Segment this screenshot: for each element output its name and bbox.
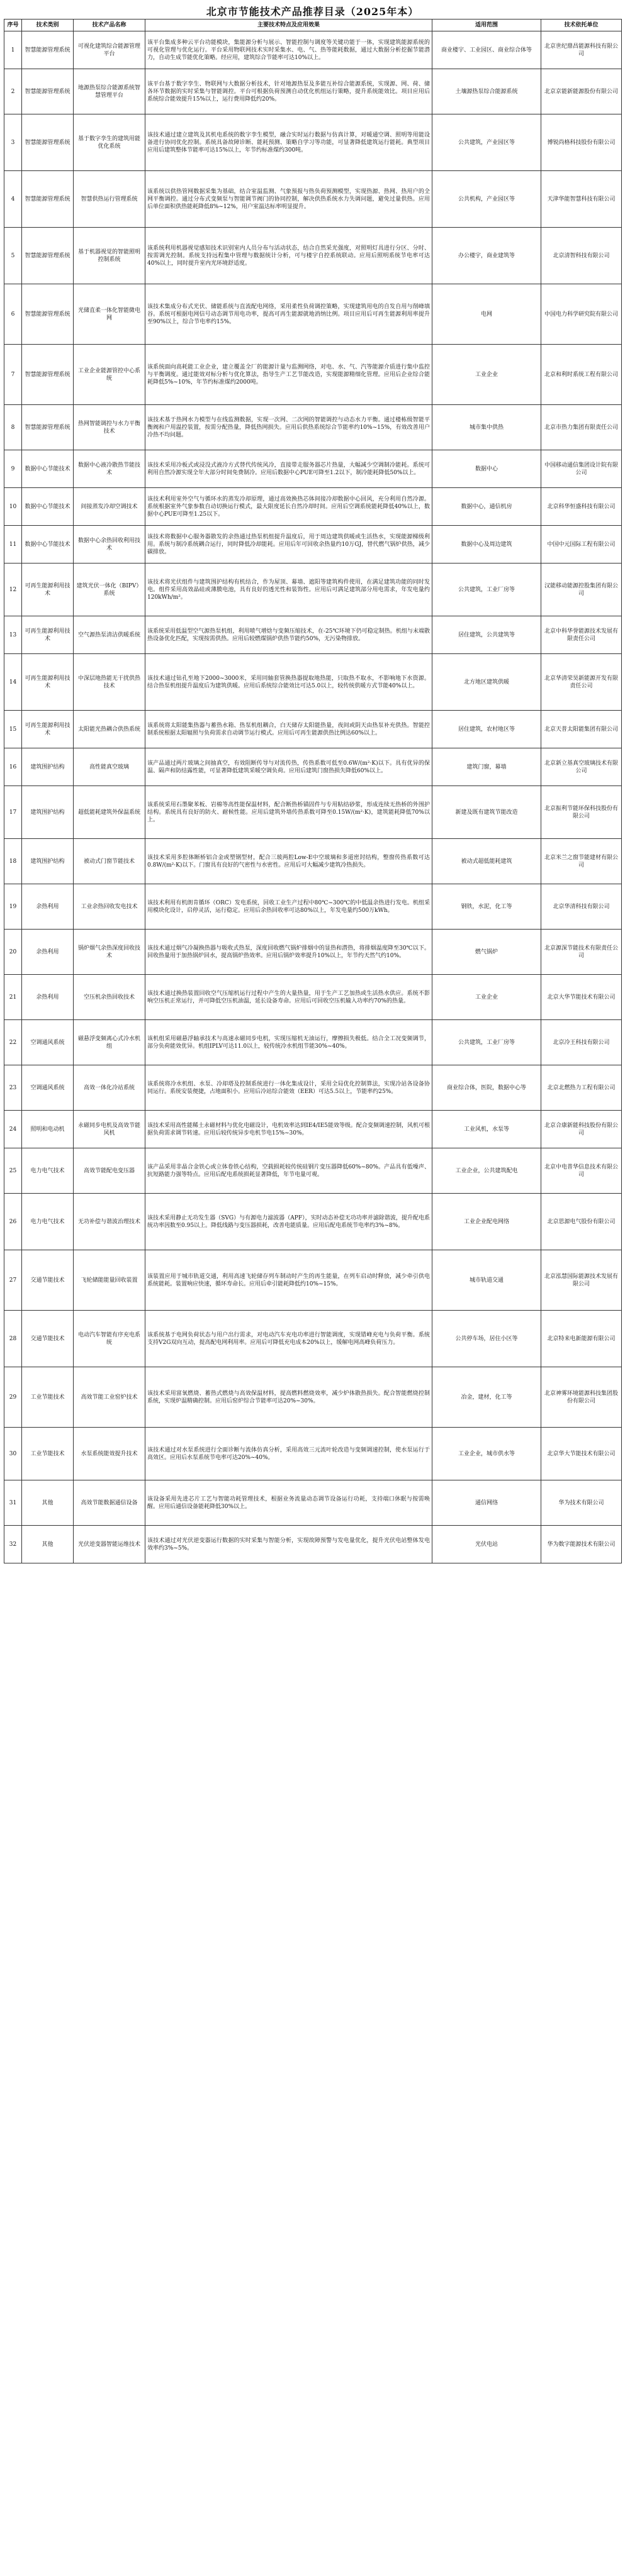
table-header-row [4,19,622,31]
row-organization: 北京京能新能源股份有限公司 [541,69,622,114]
row-description: 该技术将数据中心服务器散发的余热通过热泵机组提升温度后，用于周边建筑供暖或生活热水，实现能源梯级利用。系统与制冷系统耦合运行，同时降低冷却能耗。应用后年可回收余热量约10万GJ，替代燃气锅炉供热，减少碳排放。 [145,526,432,564]
row-description: 该技术通过换热装置回收空气压缩机运行过程中产生的大量热量，用于生产工艺加热或生活热水供应。系统不影响空压机正常运行，并可降低空压机油温，延长设备寿命。应用后可回收空压机输入功率约70%的热量。 [145,975,432,1020]
row-category: 照明和电动机 [22,1111,74,1148]
row-scope: 商业综合体，医院，数据中心等 [432,1065,541,1111]
row-description: 该技术采用高性能稀土永磁材料与优化电磁设计，电机效率达到IE4/IE5能效等级。配合变频调速控制，风机可根据负荷需求调节转速。应用后较传统异步电机节电15%~30%。 [145,1111,432,1148]
row-name: 地源热泵综合能源系统智慧管理平台 [74,69,145,114]
row-scope: 工业企业 [432,345,541,405]
row-category: 智慧能源管理系统 [22,171,74,228]
row-scope: 被动式超低能耗建筑 [432,839,541,884]
row-description: 该产品采用非晶合金铁心或立体卷铁心结构，空载损耗较传统硅钢片变压器降低60%~80%。产品具有低噪声、抗短路能力强等特点。应用后配电系统损耗显著降低，年节电量可观。 [145,1148,432,1194]
row-description: 该产品通过两片玻璃之间抽真空，有效阻断传导与对流传热，传热系数可低至0.6W/(m²·K)以下。具有优异的保温、隔声和防结露性能，可显著降低建筑采暖空调负荷。应用后建筑门窗热损失降低60%以上。 [145,748,432,786]
row-scope: 土壤源热泵综合能源系统 [432,69,541,114]
row-description: 该技术通过钻孔至地下2000~3000米，采用同轴套管换热器提取地热能，只取热不取水，不影响地下水资源。结合热泵机组提升温度后为建筑供暖。应用后系统综合能效比可达5.0以上，较传统供暖方式节能40%以上。 [145,654,432,711]
row-description: 该平台集成多种云平台功能模块，集能源分析与展示、智能控制与调度等关键功能于一体，实现建筑能源系统的可视化管理与优化运行。平台采用物联网技术实时采集水、电、气、热等能耗数据，通过大数据分析挖掘节能潜力，自动生成节能优化策略。经应用，建筑综合节能率可达10%以上。 [145,31,432,69]
row-category: 工业节能技术 [22,1367,74,1428]
row-number: 8 [4,405,22,450]
row-number: 31 [4,1480,22,1526]
row-category: 智慧能源管理系统 [22,31,74,69]
row-description: 该技术基于热网水力模型与在线监测数据，实现一次网、二次网的智能调控与动态水力平衡。通过楼栋级智能平衡阀和户用温控装置，按需分配热量，降低热网损失。应用后供热系统综合节能率约10%~15%，有效改善用户冷热不均问题。 [145,405,432,450]
row-organization: 中国移动通信集团设计院有限公司 [541,450,622,488]
row-scope: 工业企业 [432,975,541,1020]
row-organization: 北京华大节能技术有限公司 [541,1428,622,1480]
row-name: 高效节能数据通信设备 [74,1480,145,1526]
table-row [4,69,622,114]
row-category: 智慧能源管理系统 [22,228,74,284]
row-number: 22 [4,1020,22,1065]
row-number: 3 [4,114,22,171]
row-number: 27 [4,1250,22,1311]
row-number: 30 [4,1428,22,1480]
row-number: 19 [4,884,22,930]
row-description: 该系统将太阳能集热器与蓄热水箱、热泵机组耦合，白天储存太阳能热量，夜间或阴天由热泵补充供热。智能控制系统根据太阳辐照与负荷需求自动调节运行模式。应用后可再生能源供热比例达60%以上。 [145,711,432,748]
table-row [4,171,622,228]
row-number: 4 [4,171,22,228]
row-number: 25 [4,1148,22,1194]
row-scope: 数据中心 [432,450,541,488]
row-name: 建筑光伏一体化（BIPV）系统 [74,564,145,616]
row-description: 该系统采用石墨聚苯板、岩棉等高性能保温材料，配合断热桥锚固件与专用粘结砂浆，形成连续无热桥的外围护结构。系统具有良好的防火、耐候性能。应用后建筑外墙传热系数可降至0.15W/(m²·K)，建筑能耗降低70%以上。 [145,786,432,839]
row-number: 7 [4,345,22,405]
row-description: 该平台基于数字孪生、物联网与大数据分析技术，针对地源热泵及多能互补综合能源系统，实现源、网、荷、储各环节数据的实时采集与智能调控。平台可根据负荷预测自动优化机组运行策略，提升系统能效比。项目应用后系统综合能效提升15%以上，运行费用降低约20%。 [145,69,432,114]
row-name: 可视化建筑综合能源管理平台 [74,31,145,69]
row-name: 数据中心余热回收利用技术 [74,526,145,564]
row-name: 太阳能光热耦合供热系统 [74,711,145,748]
row-number: 11 [4,526,22,564]
row-organization: 北京合康新能科技股份有限公司 [541,1111,622,1148]
table-body [4,31,622,1563]
row-organization: 北京华清荣昊新能源开发有限责任公司 [541,654,622,711]
row-organization: 北京思源电气股份有限公司 [541,1194,622,1250]
row-name: 高性能真空玻璃 [74,748,145,786]
row-scope: 建筑门窗，幕墙 [432,748,541,786]
row-scope: 工业企业配电网络 [432,1194,541,1250]
row-scope: 数据中心，通信机房 [432,488,541,526]
row-scope: 城市轨道交通 [432,1250,541,1311]
table-row [4,450,622,488]
row-description: 该技术采用富氧燃烧、蓄热式燃烧与高效保温材料，提高燃料燃烧效率，减少炉体散热损失。配合智能燃烧控制系统，实现炉温精确控制。应用后窑炉综合节能率可达20%~30%。 [145,1367,432,1428]
row-category: 可再生能源利用技术 [22,654,74,711]
table-row [4,488,622,526]
table-row [4,1194,622,1250]
row-scope: 数据中心及周边建筑 [432,526,541,564]
row-name: 智慧供热运行管理系统 [74,171,145,228]
row-organization: 北京市热力集团有限责任公司 [541,405,622,450]
table-row [4,1020,622,1065]
row-name: 水泵系统能效提升技术 [74,1428,145,1480]
row-category: 数据中心节能技术 [22,450,74,488]
row-organization: 华为技术有限公司 [541,1480,622,1526]
row-name: 数据中心液冷散热节能技术 [74,450,145,488]
row-organization: 华为数字能源技术有限公司 [541,1526,622,1563]
row-name: 高效一体化冷站系统 [74,1065,145,1111]
header-desc: 主要技术特点及应用效果 [145,19,432,31]
row-organization: 中国中元国际工程有限公司 [541,526,622,564]
row-organization: 北京冷王科技有限公司 [541,1020,622,1065]
table-row [4,1111,622,1148]
row-scope: 电网 [432,284,541,345]
row-description: 该技术集成分布式光伏、储能系统与直流配电网络，采用柔性负荷调控策略，实现建筑用电的自发自用与削峰填谷。系统可根据电网信号动态调节用电功率，提高可再生能源就地消纳比例。项目应用后可再生能源利用率提升至90%以上，综合节电率约15%。 [145,284,432,345]
row-name: 无功补偿与谐波治理技术 [74,1194,145,1250]
row-name: 锅炉烟气余热深度回收技术 [74,930,145,975]
row-category: 建筑围护结构 [22,748,74,786]
row-number: 5 [4,228,22,284]
row-name: 超低能耗建筑外保温系统 [74,786,145,839]
row-description: 该系统利用机器视觉感知技术识别室内人员分布与活动状态，结合自然采光强度，对照明灯具进行分区、分时、按需调光控制。系统支持远程集中管理与数据统计分析，可与楼宇自控系统联动。应用后照明系统节电率可达40%以上，同时提升室内光环境舒适度。 [145,228,432,284]
row-name: 工业余热回收发电技术 [74,884,145,930]
row-organization: 北京振利节能环保科技股份有限公司 [541,786,622,839]
row-number: 2 [4,69,22,114]
table-row [4,839,622,884]
row-description: 该系统采用低温型空气源热泵机组，利用喷气增焓与变频压缩技术，在-25℃环境下仍可稳定制热。机组与末端散热设备优化匹配，实现按需供热。应用后较燃煤锅炉供热节能约50%，无污染物排放。 [145,616,432,654]
page-title: 北京市节能技术产品推荐目录（2025年本） [206,6,419,18]
row-description: 该系统将冷水机组、水泵、冷却塔及控制系统进行一体化集成设计，采用全局优化控制算法，实现冷站各设备协同运行。系统安装便捷，占地面积小。应用后冷站综合能效（EER）可达5.5以上，节能率约25%。 [145,1065,432,1111]
row-number: 21 [4,975,22,1020]
catalog-table [4,19,622,1563]
row-name: 空压机余热回收技术 [74,975,145,1020]
row-category: 电力电气技术 [22,1148,74,1194]
row-name: 中深层地热能无干扰供热技术 [74,654,145,711]
row-organization: 北京科华恒盛科技有限公司 [541,488,622,526]
row-category: 建筑围护结构 [22,786,74,839]
row-organization: 北京特来电新能源有限公司 [541,1311,622,1367]
row-name: 磁悬浮变频离心式冷水机组 [74,1020,145,1065]
row-organization: 博锐尚格科技股份有限公司 [541,114,622,171]
table-row [4,228,622,284]
table-row [4,114,622,171]
row-scope: 公共建筑，产业园区等 [432,114,541,171]
table-row [4,526,622,564]
row-name: 基于机器视觉的智能照明控制系统 [74,228,145,284]
row-number: 10 [4,488,22,526]
header-org: 技术依托单位 [541,19,622,31]
row-description: 该技术采用多腔体断桥铝合金或塑钢型材，配合三玻两腔Low-E中空玻璃和多道密封结构，整窗传热系数可达0.8W/(m²·K)以下。门窗具有良好的气密性与水密性。应用后可大幅减少建筑冷热损失。 [145,839,432,884]
row-organization: 北京世纪鼎昌能源科技有限公司 [541,31,622,69]
table-row [4,654,622,711]
row-organization: 汉能移动能源控股集团有限公司 [541,564,622,616]
row-category: 交通节能技术 [22,1311,74,1367]
row-description: 该技术通过建立建筑及其机电系统的数字孪生模型，融合实时运行数据与仿真计算，对暖通空调、照明等用能设备进行协同优化控制。系统具备故障诊断、能耗预测、策略自学习等功能，可显著降低建筑运行能耗。典型项目应用后建筑整体节能率可达15%以上，年节约标准煤约300吨。 [145,114,432,171]
row-description: 该技术采用冷板式或浸没式液冷方式替代传统风冷，直接带走服务器芯片热量，大幅减少空调制冷能耗。系统可利用自然冷源实现全年大部分时间免费制冷。应用后数据中心PUE可降至1.2以下，制冷能耗降低50%以上。 [145,450,432,488]
row-category: 智慧能源管理系统 [22,405,74,450]
row-description: 该系统基于电网负荷状态与用户出行需求，对电动汽车充电功率进行智能调度，实现错峰充电与负荷平衡。系统支持V2G双向互动，提高配电网利用率。应用后可降低充电成本20%以上，缓解电网高峰负荷压力。 [145,1311,432,1367]
table-row [4,1311,622,1367]
row-category: 交通节能技术 [22,1250,74,1311]
table-row [4,786,622,839]
table-row [4,284,622,345]
row-number: 15 [4,711,22,748]
row-scope: 公共停车场，居住小区等 [432,1311,541,1367]
row-scope: 公共建筑，工业厂房等 [432,564,541,616]
row-name: 基于数字孪生的建筑用能优化系统 [74,114,145,171]
row-scope: 燃气锅炉 [432,930,541,975]
row-number: 32 [4,1526,22,1563]
table-row [4,1065,622,1111]
row-organization: 北京中电普华信息技术有限公司 [541,1148,622,1194]
row-scope: 商业楼宇、工业园区、商业综合体等 [432,31,541,69]
table-row [4,345,622,405]
row-category: 智慧能源管理系统 [22,345,74,405]
header-no: 序号 [4,19,22,31]
row-name: 光储直柔一体化智能微电网 [74,284,145,345]
row-organization: 北京新立基真空玻璃技术有限公司 [541,748,622,786]
row-number: 28 [4,1311,22,1367]
row-scope: 光伏电站 [432,1526,541,1563]
row-name: 永磁同步电机及高效节能风机 [74,1111,145,1148]
table-row [4,1250,622,1311]
row-category: 其他 [22,1480,74,1526]
table-row [4,1526,622,1563]
row-organization: 北京泓慧国际能源技术发展有限公司 [541,1250,622,1311]
table-row [4,748,622,786]
row-scope: 工业风机，水泵等 [432,1111,541,1148]
row-description: 该装置应用于城市轨道交通，利用高速飞轮储存列车制动时产生的再生能量，在列车启动时释放，减少牵引供电系统能耗。装置响应快速，循环寿命长。应用后牵引能耗降低约10%~15%。 [145,1250,432,1311]
table-row [4,31,622,69]
row-category: 可再生能源利用技术 [22,564,74,616]
row-name: 工业企业能源管控中心系统 [74,345,145,405]
row-organization: 北京米兰之窗节能建材有限公司 [541,839,622,884]
table-row [4,884,622,930]
row-category: 余热利用 [22,975,74,1020]
table-row [4,1367,622,1428]
row-name: 高效节能工业窑炉技术 [74,1367,145,1428]
row-organization: 中国电力科学研究院有限公司 [541,284,622,345]
row-description: 该技术利用室外空气与循环水的蒸发冷却原理，通过高效换热芯体间接冷却数据中心回风，充分利用自然冷源。系统根据室外气象参数自动切换运行模式，最大限度延长自然冷却时间。应用后空调系统能耗降低40%以上，数据中心PUE可降至1.25以下。 [145,488,432,526]
row-category: 智慧能源管理系统 [22,69,74,114]
row-name: 空气源热泵清洁供暖系统 [74,616,145,654]
row-category: 数据中心节能技术 [22,526,74,564]
row-organization: 北京清智科技有限公司 [541,228,622,284]
row-description: 该系统面向高耗能工业企业，建立覆盖全厂的能源计量与监测网络，对电、水、气、汽等能源介质进行集中监控与平衡调度。通过能效对标分析与优化算法，指导生产工艺节能改造，实现能源精细化管理。应用后企业综合能耗降低5%~10%，年节约标准煤约2000吨。 [145,345,432,405]
row-category: 空调通风系统 [22,1065,74,1111]
row-category: 可再生能源利用技术 [22,711,74,748]
row-number: 20 [4,930,22,975]
row-number: 12 [4,564,22,616]
row-scope: 冶金，建材，化工等 [432,1367,541,1428]
row-number: 18 [4,839,22,884]
row-number: 9 [4,450,22,488]
row-number: 13 [4,616,22,654]
row-category: 空调通风系统 [22,1020,74,1065]
row-category: 余热利用 [22,930,74,975]
table-row [4,564,622,616]
row-name: 热网智能调控与水力平衡技术 [74,405,145,450]
header-scope: 适用范围 [432,19,541,31]
header-category: 技术类别 [22,19,74,31]
row-number: 16 [4,748,22,786]
row-category: 建筑围护结构 [22,839,74,884]
table-row [4,930,622,975]
row-scope: 新建及既有建筑节能改造 [432,786,541,839]
row-scope: 公共机构，产业园区等 [432,171,541,228]
row-category: 其他 [22,1526,74,1563]
row-scope: 通信网络 [432,1480,541,1526]
row-organization: 天津华能智慧科技有限公司 [541,171,622,228]
row-description: 该设备采用先进芯片工艺与智能功耗管理技术，根据业务流量动态调节设备运行功耗，支持端口休眠与按需唤醒。应用后通信设备能耗降低30%以上。 [145,1480,432,1526]
table-row [4,1148,622,1194]
row-category: 电力电气技术 [22,1194,74,1250]
row-organization: 北京华清科技有限公司 [541,884,622,930]
row-scope: 钢铁，水泥，化工等 [432,884,541,930]
row-number: 24 [4,1111,22,1148]
row-description: 该机组采用磁悬浮轴承技术与高速永磁同步电机，实现压缩机无油运行，摩擦损失极低。结合全工况变频调节，部分负荷能效优异。机组IPLV可达11.0以上，较传统冷水机组节能30%~40%。 [145,1020,432,1065]
row-organization: 北京和利时系统工程有限公司 [541,345,622,405]
row-scope: 办公楼宇，商业建筑等 [432,228,541,284]
row-number: 6 [4,284,22,345]
row-description: 该技术采用静止无功发生器（SVG）与有源电力滤波器（APF），实时动态补偿无功功率并滤除谐波，提升配电系统功率因数至0.95以上。降低线路与变压器损耗，改善电能质量。应用后配电系统节电率约3%~8%。 [145,1194,432,1250]
row-scope: 北方地区建筑供暖 [432,654,541,711]
row-category: 余热利用 [22,884,74,930]
row-number: 26 [4,1194,22,1250]
row-description: 该技术通过烟气冷凝换热器与吸收式热泵，深度回收燃气锅炉排烟中的显热和潜热，将排烟温度降至30℃以下。回收热量用于加热锅炉回水，提高锅炉热效率。应用后锅炉效率提升10%以上，年节约天然气约10%。 [145,930,432,975]
row-category: 智慧能源管理系统 [22,284,74,345]
table-row [4,1480,622,1526]
row-description: 该技术通过对光伏逆变器运行数据的实时采集与智能分析，实现故障预警与发电量优化，提升光伏电站整体发电效率约3%~5%。 [145,1526,432,1563]
header-name: 技术产品名称 [74,19,145,31]
row-name: 被动式门窗节能技术 [74,839,145,884]
table-row [4,616,622,654]
row-organization: 北京大华节能技术有限公司 [541,975,622,1020]
row-organization: 北京源深节能技术有限责任公司 [541,930,622,975]
row-description: 该技术将光伏组件与建筑围护结构有机结合，作为屋顶、幕墙、遮阳等建筑构件使用，在满足建筑功能的同时发电。组件采用高效晶硅或薄膜电池，具有良好的透光性和装饰性。应用后可满足建筑部分用电需求，年发电量约120kWh/m²。 [145,564,432,616]
row-number: 1 [4,31,22,69]
row-scope: 城市集中供热 [432,405,541,450]
row-scope: 公共建筑，工业厂房等 [432,1020,541,1065]
row-category: 可再生能源利用技术 [22,616,74,654]
row-scope: 工业企业，公共建筑配电 [432,1148,541,1194]
row-category: 智慧能源管理系统 [22,114,74,171]
row-name: 电动汽车智能有序充电系统 [74,1311,145,1367]
row-name: 光伏逆变器智能运维技术 [74,1526,145,1563]
row-organization: 北京天普太阳能集团有限公司 [541,711,622,748]
table-row [4,1428,622,1480]
row-scope: 工业企业，城市供水等 [432,1428,541,1480]
row-number: 23 [4,1065,22,1111]
row-number: 29 [4,1367,22,1428]
table-row [4,711,622,748]
row-description: 该系统以供热管网数据采集为基础，结合室温监测、气象预报与热负荷预测模型，实现热源、热网、热用户的全网平衡调控。通过分布式变频泵与智能调节阀门的协同控制，解决供热系统水力失调问题，避免过量供热。应用后单位面积供热能耗降低8%~12%，用户室温达标率明显提升。 [145,171,432,228]
row-category: 数据中心节能技术 [22,488,74,526]
row-name: 高效节能配电变压器 [74,1148,145,1194]
row-organization: 北京中科华誉能源技术发展有限责任公司 [541,616,622,654]
row-scope: 居住建筑，公共建筑等 [432,616,541,654]
table-row [4,405,622,450]
row-organization: 北京北燃热力工程有限公司 [541,1065,622,1111]
row-number: 14 [4,654,22,711]
row-name: 飞轮储能能量回收装置 [74,1250,145,1311]
row-scope: 居住建筑，农村地区等 [432,711,541,748]
row-description: 该技术通过对水泵系统进行全面诊断与流体仿真分析，采用高效三元流叶轮改造与变频调速控制，使水泵运行于高效区。应用后水泵系统节电率可达20%~40%。 [145,1428,432,1480]
row-number: 17 [4,786,22,839]
row-description: 该技术利用有机朗肯循环（ORC）发电系统，回收工业生产过程中80℃~300℃的中低温余热进行发电。机组采用模块化设计，启停灵活，运行稳定。应用后余热回收率可达80%以上，年发电量约500万kWh。 [145,884,432,930]
row-name: 间接蒸发冷却空调技术 [74,488,145,526]
row-category: 工业节能技术 [22,1428,74,1480]
row-organization: 北京神雾环境能源科技集团股份有限公司 [541,1367,622,1428]
table-row [4,975,622,1020]
